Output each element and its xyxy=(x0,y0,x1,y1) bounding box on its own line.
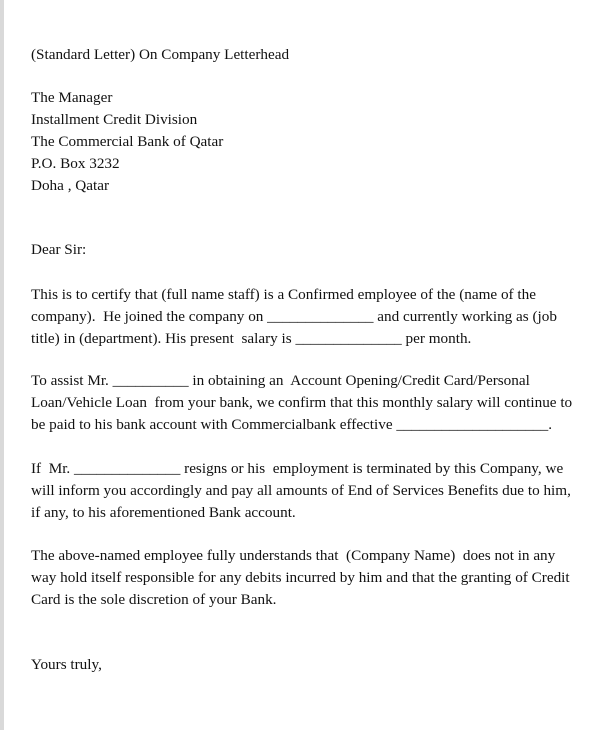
recipient-line: P.O. Box 3232 xyxy=(31,155,120,172)
paragraph-line: be paid to his bank account with Commercialbank effective ____________________. xyxy=(31,416,553,433)
paragraph-line: company). He joined the company on ______________ and currently working as (job xyxy=(31,308,557,325)
recipient-line: The Manager xyxy=(31,89,113,106)
paragraph-line: if any, to his aforementioned Bank account. xyxy=(31,504,296,521)
paragraph-line: Card is the sole discretion of your Bank. xyxy=(31,591,277,608)
paragraph-line: will inform you accordingly and pay all amounts of End of Services Benefits due to him, xyxy=(31,482,571,499)
salutation: Dear Sir: xyxy=(31,241,87,258)
paragraph-line: title) in (department). His present salary is ______________ per month. xyxy=(31,330,472,347)
closing: Yours truly, xyxy=(31,656,102,673)
recipient-line: Installment Credit Division xyxy=(31,111,198,128)
recipient-line: The Commercial Bank of Qatar xyxy=(31,133,224,150)
letter-heading: (Standard Letter) On Company Letterhead xyxy=(31,46,290,63)
paragraph-line: If Mr. ______________ resigns or his employment is terminated by this Company, we xyxy=(31,460,564,477)
paragraph-line: To assist Mr. __________ in obtaining an Account Opening/Credit Card/Personal xyxy=(31,372,530,389)
paragraph-line: This is to certify that (full name staff) is a Confirmed employee of the (name of the xyxy=(31,286,536,303)
paragraph-line: way hold itself responsible for any debits incurred by him and that the granting of Credit xyxy=(31,569,570,586)
paragraph-line: Loan/Vehicle Loan from your bank, we confirm that this monthly salary will continue to xyxy=(31,394,573,411)
paragraph-line: The above-named employee fully understands that (Company Name) does not in any xyxy=(31,547,556,564)
recipient-line: Doha , Qatar xyxy=(31,177,110,194)
